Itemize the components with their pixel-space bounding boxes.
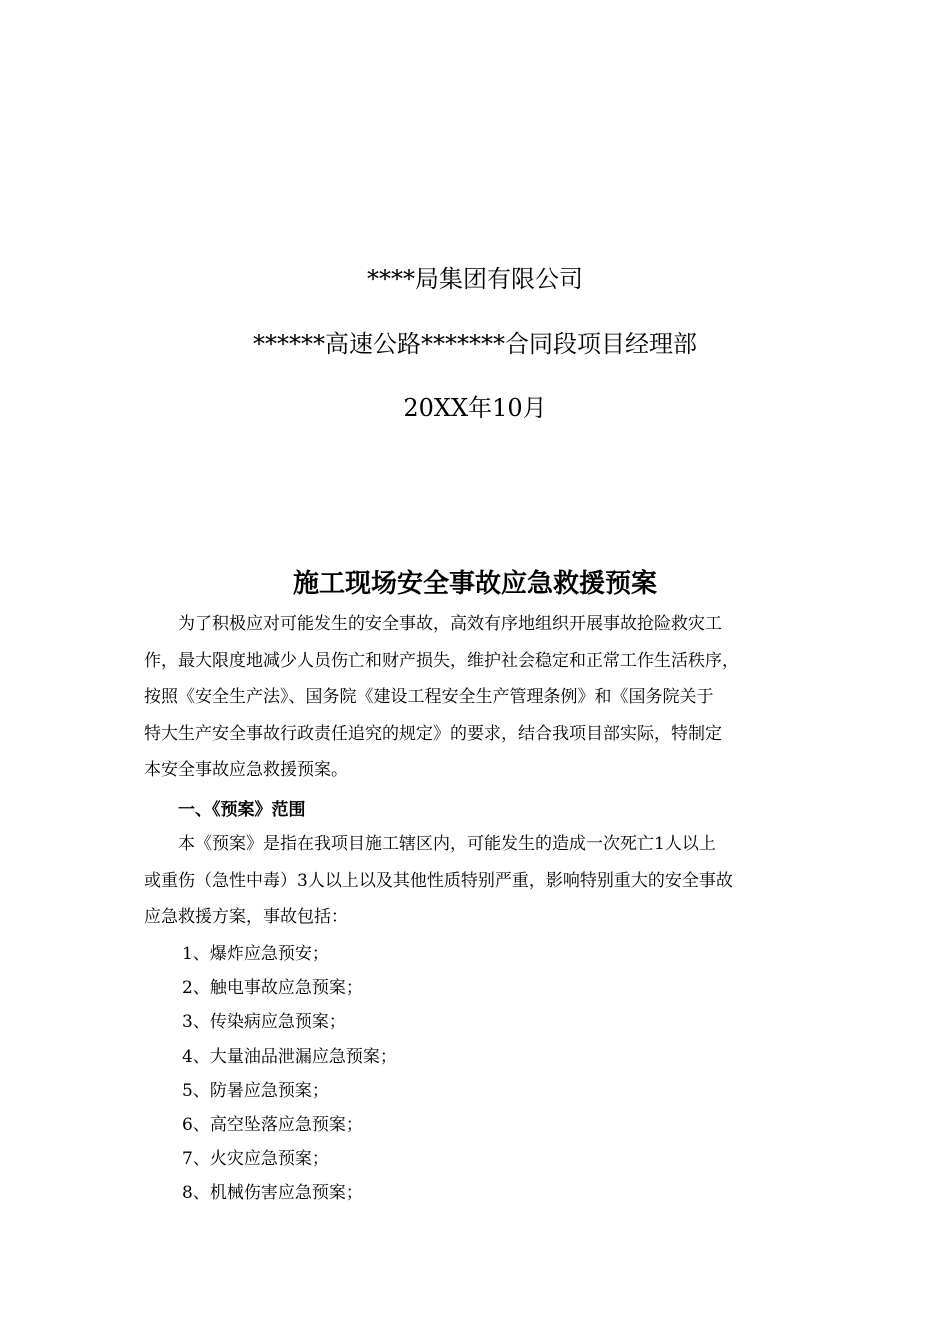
list-item: 3、传染病应急预案； — [182, 1012, 346, 1033]
document-title: 施工现场安全事故应急救援预案 — [292, 569, 657, 599]
list-item: 2、触电事故应急预案； — [182, 978, 363, 999]
list-item: 7、火灾应急预案； — [182, 1149, 329, 1170]
intro-line: 特大生产安全事故行政责任追究的规定》的要求，结合我项目部实际，特制定 — [144, 723, 722, 744]
cover-company-name: ****局集团有限公司 — [367, 265, 583, 293]
list-item: 6、高空坠落应急预案； — [182, 1114, 363, 1135]
list-item: 5、防暑应急预案； — [182, 1080, 329, 1101]
cover-date: 20XX年10月 — [403, 394, 547, 422]
intro-paragraph — [144, 606, 812, 789]
scope-line: 应急救援方案，事故包括： — [144, 907, 348, 928]
section-heading-scope: 一、《预案》范围 — [178, 800, 306, 820]
scope-line: 或重伤（急性中毒）3人以上以及其他性质特别严重，影响特别重大的安全事故 — [144, 870, 733, 891]
intro-line: 为了积极应对可能发生的安全事故，高效有序地组织开展事故抢险救灾工 — [178, 614, 722, 634]
intro-line: 本安全事故应急救援预案。 — [144, 760, 348, 781]
intro-line: 作，最大限度地减少人员伤亡和财产损失，维护社会稳定和正常工作生活秩序， — [144, 650, 739, 671]
scope-line: 本《预案》是指在我项目施工辖区内，可能发生的造成一次死亡1人以上 — [178, 834, 716, 854]
cover-department-name: ******高速公路*******合同段项目经理部 — [253, 330, 697, 358]
list-item: 1、爆炸应急预安； — [182, 944, 329, 964]
accident-type-list — [182, 937, 397, 1211]
intro-line: 按照《安全生产法》、国务院《建设工程安全生产管理条例》和《国务院关于 — [144, 687, 714, 708]
scope-paragraph — [144, 826, 812, 936]
list-item: 8、机械伤害应急预案； — [182, 1183, 363, 1204]
list-item: 4、大量油品泄漏应急预案； — [182, 1046, 397, 1067]
